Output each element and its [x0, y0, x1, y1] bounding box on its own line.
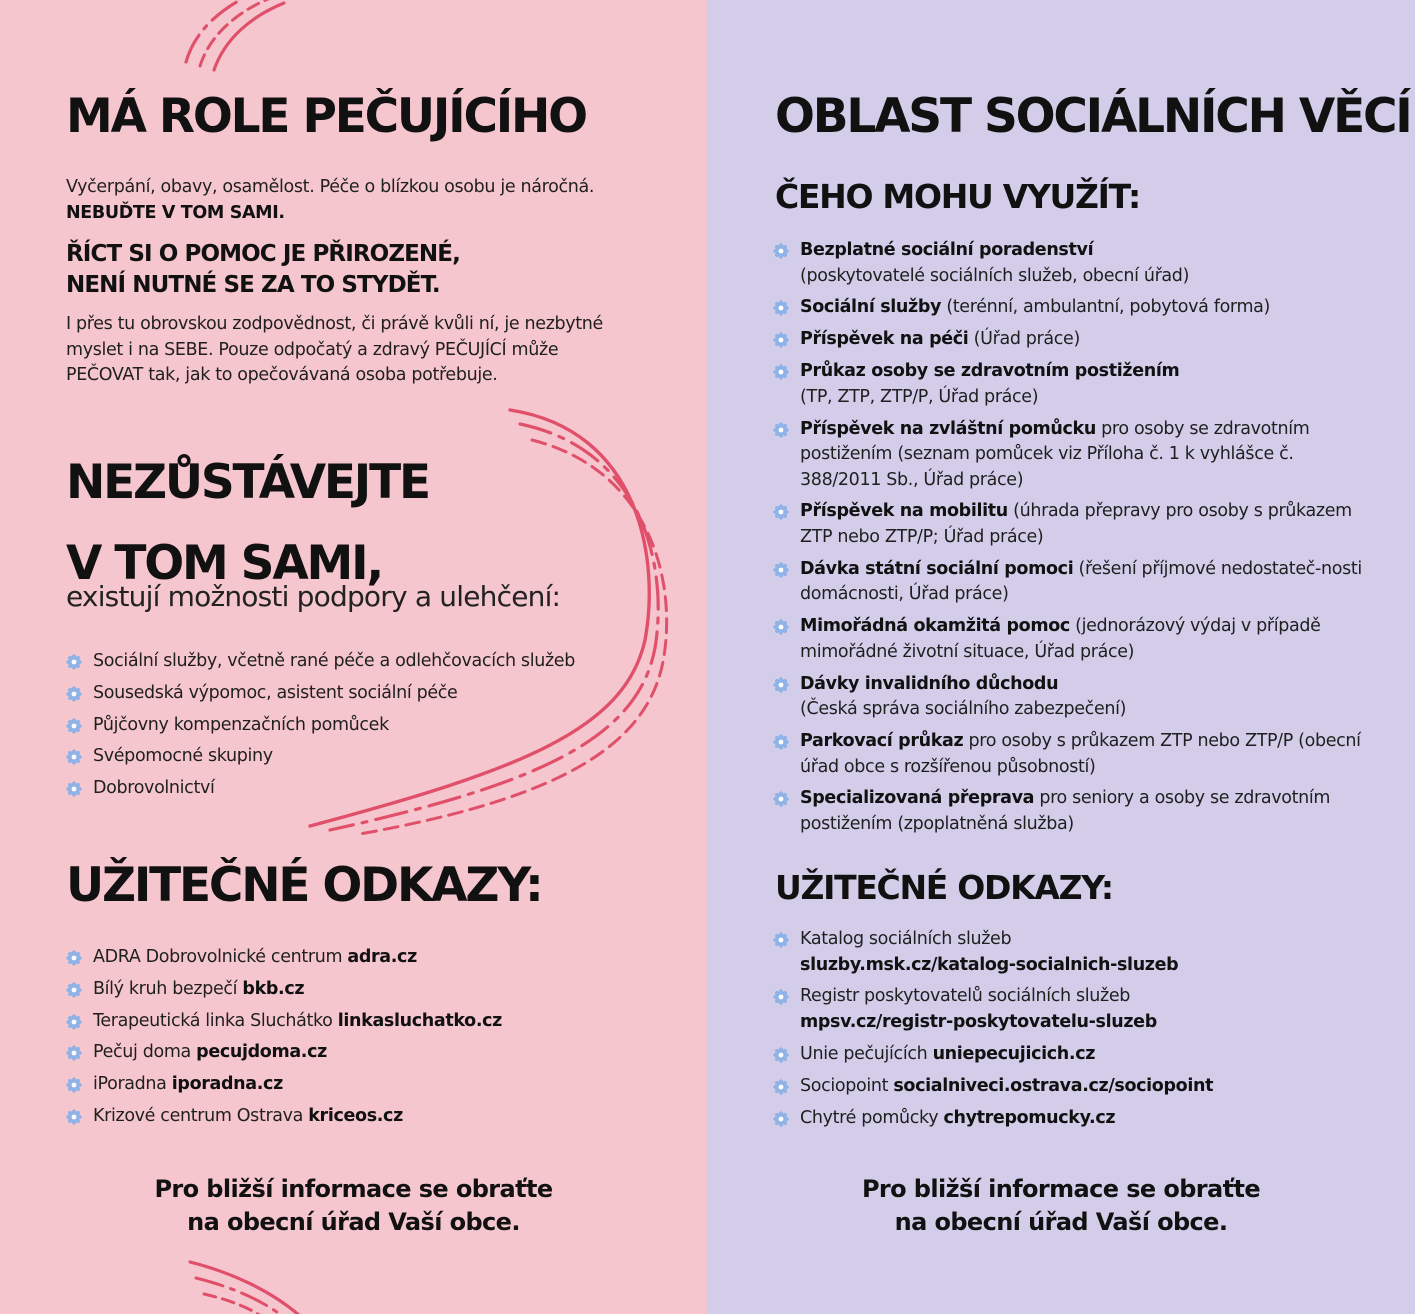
flower-bullet-icon — [773, 791, 789, 807]
list-item-detail: (poskytovatelé sociálních služeb, obecní úřad) — [800, 265, 1190, 286]
link-url[interactable]: socialniveci.ostrava.cz/sociopoint — [893, 1075, 1214, 1096]
footer-right — [707, 1173, 1415, 1239]
benefits-list — [773, 238, 1373, 844]
list-item — [773, 327, 1373, 353]
list-item-detail: (jednorázový výdaj v případě mimořádné životní situace, Úřad práce) — [800, 616, 1326, 662]
link-url[interactable]: kriceos.cz — [308, 1105, 403, 1126]
link-url[interactable]: linkasluchatko.cz — [337, 1010, 502, 1031]
list-item-text: Sociální služby, včetně rané péče a odlehčovacích služeb — [93, 651, 575, 671]
page-title-right: OBLAST SOCIÁLNÍCH VĚCÍ — [775, 89, 1411, 144]
link-label: iPoradna — [93, 1074, 172, 1095]
list-item — [66, 744, 686, 776]
flower-bullet-icon — [773, 562, 789, 578]
list-item-title: Příspěvek na zvláštní pomůcku — [800, 418, 1096, 439]
flower-bullet-icon — [66, 1109, 82, 1125]
flower-bullet-icon — [773, 989, 789, 1005]
emphasis-line-1: ŘÍCT SI O POMOC JE PŘIROZENÉ, — [66, 241, 460, 267]
link-label: Sociopoint — [800, 1075, 894, 1096]
link-url[interactable]: iporadna.cz — [171, 1074, 283, 1095]
flower-bullet-icon — [66, 1045, 82, 1061]
list-item — [773, 499, 1373, 550]
link-url[interactable]: chytrepomucky.cz — [943, 1107, 1116, 1128]
intro-text-regular: Vyčerpání, obavy, osamělost. Péče o blízkou osobu je náročná. — [66, 177, 595, 197]
flower-bullet-icon — [66, 654, 82, 670]
list-item-title: Mimořádná okamžitá pomoc — [800, 616, 1070, 637]
flower-bullet-icon — [66, 718, 82, 734]
list-item — [773, 295, 1373, 321]
list-item-text: Dobrovolnictví — [93, 778, 215, 799]
list-item — [66, 681, 686, 713]
intro-text — [66, 175, 666, 226]
footer-left-line-2: na obecní úřad Vaší obce. — [187, 1208, 520, 1236]
link-item — [66, 1009, 686, 1041]
list-item — [773, 614, 1373, 665]
flower-bullet-icon — [66, 781, 82, 797]
flower-bullet-icon — [773, 243, 789, 259]
flower-bullet-icon — [773, 619, 789, 635]
link-label: Bílý kruh bezpečí — [93, 978, 243, 999]
flower-bullet-icon — [773, 504, 789, 520]
support-title — [66, 455, 429, 591]
list-item-detail: (TP, ZTP, ZTP/P, Úřad práce) — [800, 386, 1039, 407]
support-list — [66, 649, 686, 808]
footer-right-line-1: Pro bližší informace se obraťte — [861, 1175, 1261, 1203]
link-label: Chytré pomůcky — [800, 1107, 944, 1128]
flower-bullet-icon — [66, 686, 82, 702]
list-item-detail: pro osoby se zdravotním postižením (seznam pomůcek viz Příloha č. 1 k vyhlášce č. 388/2011 Sb., Úřad práce) — [800, 418, 1315, 490]
links-title-left: UŽITEČNÉ ODKAZY: — [66, 858, 542, 913]
flower-bullet-icon — [66, 1077, 82, 1093]
list-item — [66, 776, 686, 808]
list-item — [773, 238, 1373, 289]
link-url[interactable]: sluzby.msk.cz/katalog-socialnich-sluzeb — [800, 954, 1179, 975]
list-item-title: Dávky invalidního důchodu — [800, 673, 1059, 694]
emphasis-line-2: NENÍ NUTNÉ SE ZA TO STYDĚT. — [66, 272, 440, 298]
right-panel — [707, 0, 1415, 1314]
list-item-detail: pro osoby s průkazem ZTP nebo ZTP/P (obecní úřad obce s rozšířenou působností) — [800, 731, 1366, 777]
link-url[interactable]: uniepecujicich.cz — [932, 1043, 1096, 1064]
link-item — [66, 1072, 686, 1104]
link-item — [66, 1040, 686, 1072]
support-title-line-1: NEZŮSTÁVEJTE — [66, 455, 429, 510]
list-item-title: Příspěvek na mobilitu — [800, 501, 1008, 522]
flower-bullet-icon — [773, 332, 789, 348]
list-item-detail: pro seniory a osoby se zdravotním postižením (zpoplatněná služba) — [800, 788, 1336, 834]
flower-bullet-icon — [773, 1079, 789, 1095]
flower-bullet-icon — [66, 749, 82, 765]
link-label: Unie pečujících — [800, 1043, 933, 1064]
link-label: ADRA Dobrovolnické centrum — [93, 947, 348, 967]
link-label: Registr poskytovatelů sociálních služeb — [800, 986, 1131, 1007]
intro-text-bold: NEBUĎTE V TOM SAMI. — [66, 202, 285, 223]
list-item-title: Bezplatné sociální poradenství — [800, 240, 1094, 260]
flower-bullet-icon — [66, 950, 82, 966]
footer-left-line-1: Pro bližší informace se obraťte — [154, 1175, 553, 1203]
list-item-text: Půjčovny kompenzačních pomůcek — [93, 714, 389, 735]
flower-bullet-icon — [773, 300, 789, 316]
support-subtitle: existují možnosti podpory a ulehčení: — [66, 580, 561, 613]
list-item — [773, 786, 1373, 837]
link-url[interactable]: bkb.cz — [242, 978, 305, 999]
links-list-right — [773, 927, 1373, 1137]
link-label: Katalog sociálních služeb — [800, 929, 1012, 949]
link-item — [773, 1106, 1373, 1132]
list-item-detail: (terénní, ambulantní, pobytová forma) — [941, 297, 1271, 318]
flower-bullet-icon — [773, 422, 789, 438]
flower-bullet-icon — [773, 1111, 789, 1127]
list-item — [773, 359, 1373, 410]
links-title-right: UŽITEČNÉ ODKAZY: — [775, 868, 1113, 907]
footer-right-line-2: na obecní úřad Vaší obce. — [894, 1208, 1228, 1236]
list-item — [773, 557, 1373, 608]
link-item — [66, 977, 686, 1009]
list-item-text: Sousedská výpomoc, asistent sociální péče — [93, 682, 458, 703]
flower-bullet-icon — [66, 982, 82, 998]
intro-paragraph: I přes tu obrovskou zodpovědnost, či právě kvůli ní, je nezbytné myslet i na SEBE. Pouze odpočatý a zdravý PEČUJÍCÍ může PEČOVAT tak, jak to opečovávaná osoba potřebuje. — [66, 314, 603, 385]
list-item — [773, 417, 1373, 494]
benefits-title: ČEHO MOHU VYUŽÍT: — [775, 177, 1140, 216]
list-item-text: Svépomocné skupiny — [93, 746, 273, 767]
flower-bullet-icon — [773, 932, 789, 948]
link-item — [66, 1104, 686, 1136]
list-item — [66, 649, 686, 681]
flower-bullet-icon — [66, 1014, 82, 1030]
footer-left — [0, 1173, 707, 1239]
flower-bullet-icon — [773, 734, 789, 750]
link-label: Krizové centrum Ostrava — [93, 1105, 309, 1126]
emphasis-text — [66, 239, 666, 301]
link-url[interactable]: adra.cz — [347, 947, 417, 967]
list-item-detail: (řešení příjmové nedostateč-nosti domácnosti, Úřad práce) — [800, 558, 1368, 605]
list-item — [773, 672, 1373, 723]
list-item-detail: (úhrada přepravy pro osoby s průkazem ZTP nebo ZTP/P; Úřad práce) — [800, 501, 1358, 547]
list-item — [66, 713, 686, 745]
links-list-left — [66, 945, 686, 1136]
link-item — [773, 927, 1373, 978]
page-title-left: MÁ ROLE PEČUJÍCÍHO — [66, 89, 586, 144]
flower-bullet-icon — [773, 677, 789, 693]
list-item-title: Sociální služby — [800, 297, 942, 318]
link-label: Pečuj doma — [93, 1042, 197, 1063]
list-item — [773, 729, 1373, 780]
link-item — [773, 984, 1373, 1035]
link-item — [773, 1042, 1373, 1068]
link-url[interactable]: pecujdoma.cz — [196, 1042, 327, 1063]
link-url[interactable]: mpsv.cz/registr-poskytovatelu-sluzeb — [800, 1011, 1157, 1032]
list-item-title: Dávka státní sociální pomoci — [800, 558, 1074, 579]
list-item-detail: (Česká správa sociálního zabezpečení) — [800, 699, 1127, 720]
list-item-title: Specializovaná přeprava — [800, 788, 1035, 809]
support-title-line-2: V TOM SAMI, — [66, 536, 383, 591]
flower-bullet-icon — [773, 364, 789, 380]
link-label: Terapeutická linka Sluchátko — [93, 1010, 338, 1031]
link-item — [773, 1074, 1373, 1100]
list-item-detail: (Úřad práce) — [968, 329, 1080, 350]
link-item — [66, 945, 686, 977]
list-item-title: Příspěvek na péči — [800, 329, 969, 350]
list-item-title: Průkaz osoby se zdravotním postižením — [800, 361, 1180, 382]
flower-bullet-icon — [773, 1047, 789, 1063]
list-item-title: Parkovací průkaz — [800, 731, 964, 752]
left-panel — [0, 0, 707, 1314]
